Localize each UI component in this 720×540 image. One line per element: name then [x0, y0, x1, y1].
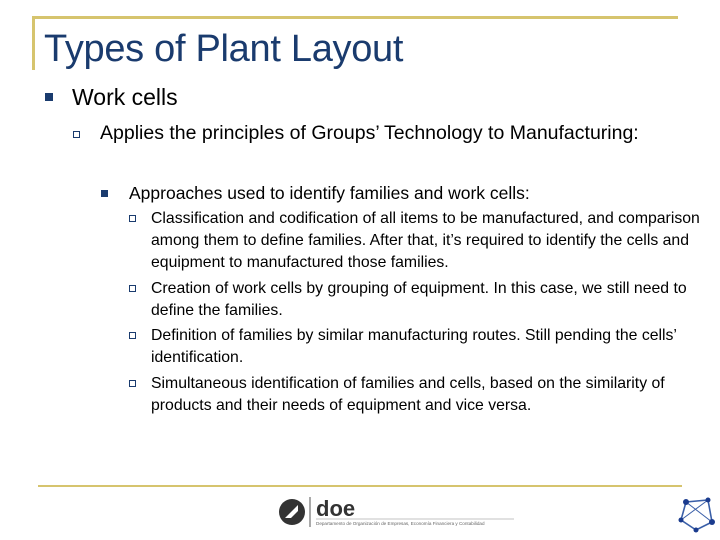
title-frame-left	[32, 16, 35, 70]
footer-divider	[38, 485, 682, 487]
logo-text: doe	[316, 496, 356, 521]
bullet-level-3: Approaches used to identify families and work cells:	[129, 183, 530, 203]
hollow-square-bullet-icon	[129, 332, 136, 339]
page-title: Types of Plant Layout	[44, 28, 404, 70]
hollow-square-bullet-icon	[129, 215, 136, 222]
network-icon	[676, 496, 716, 534]
title-frame-top	[32, 16, 678, 19]
logo-subtitle: Departamento de Organización de Empresas, Economía Financiera y Contabilidad	[316, 521, 485, 526]
bullet-level-2: Applies the principles of Groups’ Technology to Manufacturing:	[100, 122, 639, 144]
square-bullet-icon	[101, 190, 108, 197]
list-item: Creation of work cells by grouping of equipment. In this case, we still need to define the families.	[151, 280, 687, 319]
list-item: Definition of families by similar manufacturing routes. Still pending the cells’ identification.	[151, 327, 677, 366]
hollow-square-bullet-icon	[129, 285, 136, 292]
hollow-square-bullet-icon	[129, 380, 136, 387]
list-item: Simultaneous identification of families and cells, based on the similarity of products and their needs of equipment and vice versa.	[151, 375, 665, 414]
hollow-square-bullet-icon	[73, 131, 80, 138]
bullet-level-1: Work cells	[72, 84, 178, 110]
square-bullet-icon	[45, 93, 53, 101]
doe-logo	[278, 494, 518, 530]
list-item: Classification and codification of all items to be manufactured, and comparison among them to define families. After that, it’s required to identify the cells and equipment to manufactured those families.	[151, 210, 700, 271]
